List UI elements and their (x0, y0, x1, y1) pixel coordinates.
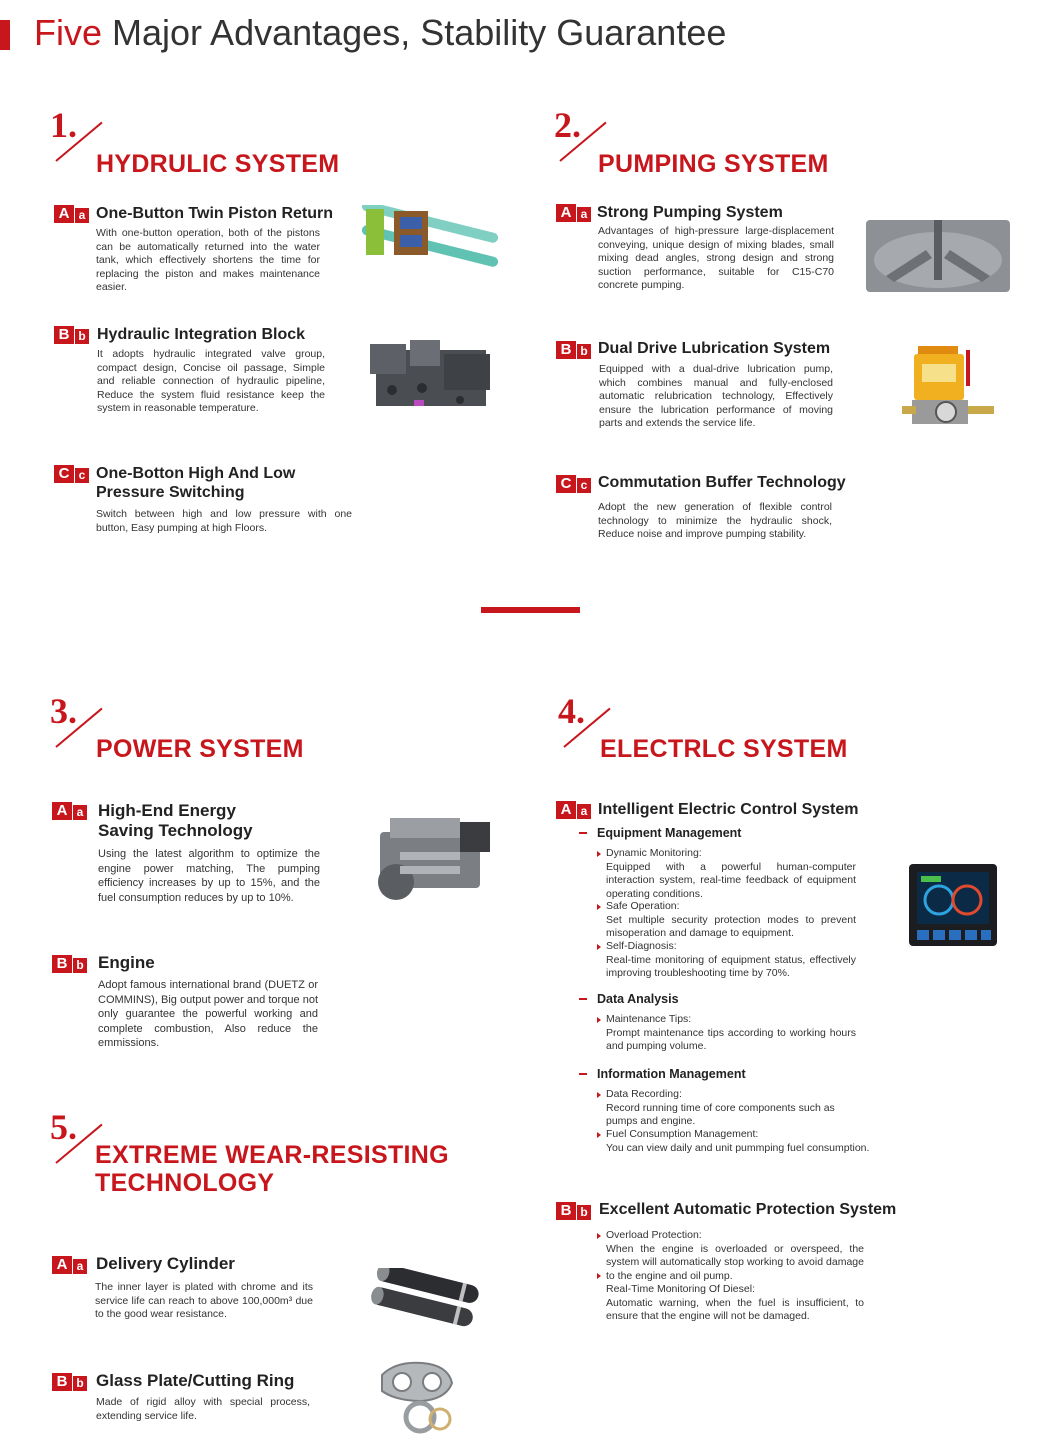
section-3-title: POWER SYSTEM (96, 735, 304, 763)
bullet-item: Overload Protection: When the engine is overloaded or overspeed, the system will automatically stop working to avoid damage to the engine and oil pump. Real-Time Monitoring Of Diesel: Automatic warning, when the fuel is insufficient, to ensure that the engine will not be damaged. (606, 1229, 864, 1322)
item-desc: Switch between high and low pressure with one button, Easy pumping at high Floors. (96, 508, 352, 534)
lubrication-pump-image (902, 344, 1000, 436)
item-badge: B b (556, 341, 592, 359)
bullet-item: Maintenance Tips: Prompt maintenance tips according to working hours and pumping volume. (606, 1013, 856, 1052)
section-4-number: 4. (558, 691, 585, 731)
section-5-title-line2: TECHNOLOGY (95, 1169, 275, 1197)
bullet-marker (597, 944, 601, 950)
bullet-item: Fuel Consumption Management: You can view daily and unit pummping fuel consumption. (606, 1128, 870, 1154)
item-title: Commutation Buffer Technology (598, 474, 846, 491)
mixing-blades-image (866, 220, 1010, 292)
group-heading: Data Analysis (597, 992, 679, 1006)
page-title: Five Major Advantages, Stability Guarantee (34, 12, 727, 53)
item-title: Delivery Cylinder (96, 1254, 235, 1273)
item-title-line1: High-End Energy (98, 801, 236, 820)
bullet-marker (597, 851, 601, 857)
section-5-number: 5. (50, 1107, 77, 1147)
item-desc: Adopt famous international brand (DUETZ or COMMINS), Big output power and torque not only guarantee the powerful working and complete combustion, Also reduce the emmissions. (98, 979, 318, 1049)
item-desc: With one-button operation, both of the pistons can be automatically returned into the water tank, which effectively shortens the time for replacing the piston and makes maintenance easier. (96, 227, 320, 293)
group-dash (579, 1073, 587, 1075)
item-title: Intelligent Electric Control System (598, 801, 859, 818)
bullet-item: Dynamic Monitoring: Equipped with a powerful human-computer interaction system, real-time feedback of equipment operating conditions. (606, 847, 856, 900)
item-badge: A a (52, 802, 88, 820)
item-desc: Using the latest algorithm to optimize the engine power matching, The pumping efficiency increases by up to 15%, and the fuel consumption reduces by up to 10%. (98, 848, 320, 904)
item-title: Engine (98, 953, 155, 972)
item-badge: A a (556, 204, 592, 222)
item-badge: B b (52, 1373, 88, 1391)
group-dash (579, 998, 587, 1000)
section-3-number: 3. (50, 691, 77, 731)
item-title-line1: One-Botton High And Low (96, 465, 296, 482)
section-1-title: HYDRULIC SYSTEM (96, 150, 340, 178)
item-title: Hydraulic Integration Block (97, 326, 306, 343)
section-2-number: 2. (554, 105, 581, 145)
bullet-item: Data Recording: Record running time of core components such as pumps and engine. (606, 1088, 835, 1127)
item-badge: B b (556, 1202, 592, 1220)
item-desc: The inner layer is plated with chrome and its service life can reach to above 100,000m³ due to the good wear resistance. (95, 1281, 313, 1320)
item-title: One-Button Twin Piston Return (96, 205, 334, 222)
group-heading: Equipment Management (597, 826, 742, 840)
item-title: Excellent Automatic Protection System (599, 1201, 897, 1218)
item-badge: A a (556, 801, 592, 819)
bullet-item: Self-Diagnosis: Real-time monitoring of equipment status, effectively improving troubleshooting time by 70%. (606, 940, 856, 979)
item-title-line2: Pressure Switching (96, 484, 245, 501)
control-panel-image (909, 864, 997, 946)
item-desc: Made of rigid alloy with special process, extending service life. (96, 1396, 310, 1422)
bullet-marker (597, 1273, 601, 1279)
bullet-marker (597, 1017, 601, 1023)
section-4-title: ELECTRLC SYSTEM (600, 735, 848, 763)
bullet-marker (597, 1092, 601, 1098)
item-badge: B b (54, 326, 90, 344)
group-heading: Information Management (597, 1067, 746, 1081)
item-title: Glass Plate/Cutting Ring (96, 1371, 295, 1390)
section-1-number: 1. (50, 105, 77, 145)
item-title: Strong Pumping System (597, 204, 783, 221)
item-desc: It adopts hydraulic integrated valve group, compact design, Concise oil passage, Simple and reliable connection of hydraulic pipeline, Reduce the system fluid resistance keep the system in reasonable temperature. (97, 348, 325, 414)
item-desc: Adopt the new generation of flexible control technology to minimize the hydraulic shock, Reduce noise and improve pumping stability. (598, 501, 832, 540)
cutting-ring-image (376, 1355, 458, 1435)
group-dash (579, 832, 587, 834)
section-divider (481, 607, 580, 613)
title-accent-bar (0, 20, 10, 50)
item-title-line2: Saving Technology (98, 821, 253, 840)
item-badge: C c (54, 465, 90, 483)
item-badge: A a (54, 205, 90, 223)
section-5-title-line1: EXTREME WEAR-RESISTING (95, 1141, 449, 1169)
delivery-cylinder-image (368, 1268, 480, 1330)
item-desc: Equipped with a dual-drive lubrication pump, which combines manual and fully-enclosed automatic relubrication technology, Effectively ensure the lubrication performance of moving parts and extends the service life. (599, 363, 833, 429)
engine-image (370, 812, 496, 908)
bullet-marker (597, 1233, 601, 1239)
hydraulic-block-image (370, 340, 496, 420)
twin-piston-image (360, 205, 502, 280)
item-badge: C c (556, 475, 592, 493)
item-desc: Advantages of high-pressure large-displacement conveying, unique design of mixing blades, small mixing dead angles, strong design and strong suction performance, suitable for C15-C70 concrete pumping. (598, 225, 834, 291)
bullet-marker (597, 904, 601, 910)
bullet-item: Safe Operation: Set multiple security protection modes to prevent misoperation and damage to equipment. (606, 900, 856, 939)
item-badge: A a (52, 1256, 88, 1274)
section-2-title: PUMPING SYSTEM (598, 150, 829, 178)
item-badge: B b (52, 955, 88, 973)
item-title: Dual Drive Lubrication System (598, 340, 831, 357)
bullet-marker (597, 1132, 601, 1138)
